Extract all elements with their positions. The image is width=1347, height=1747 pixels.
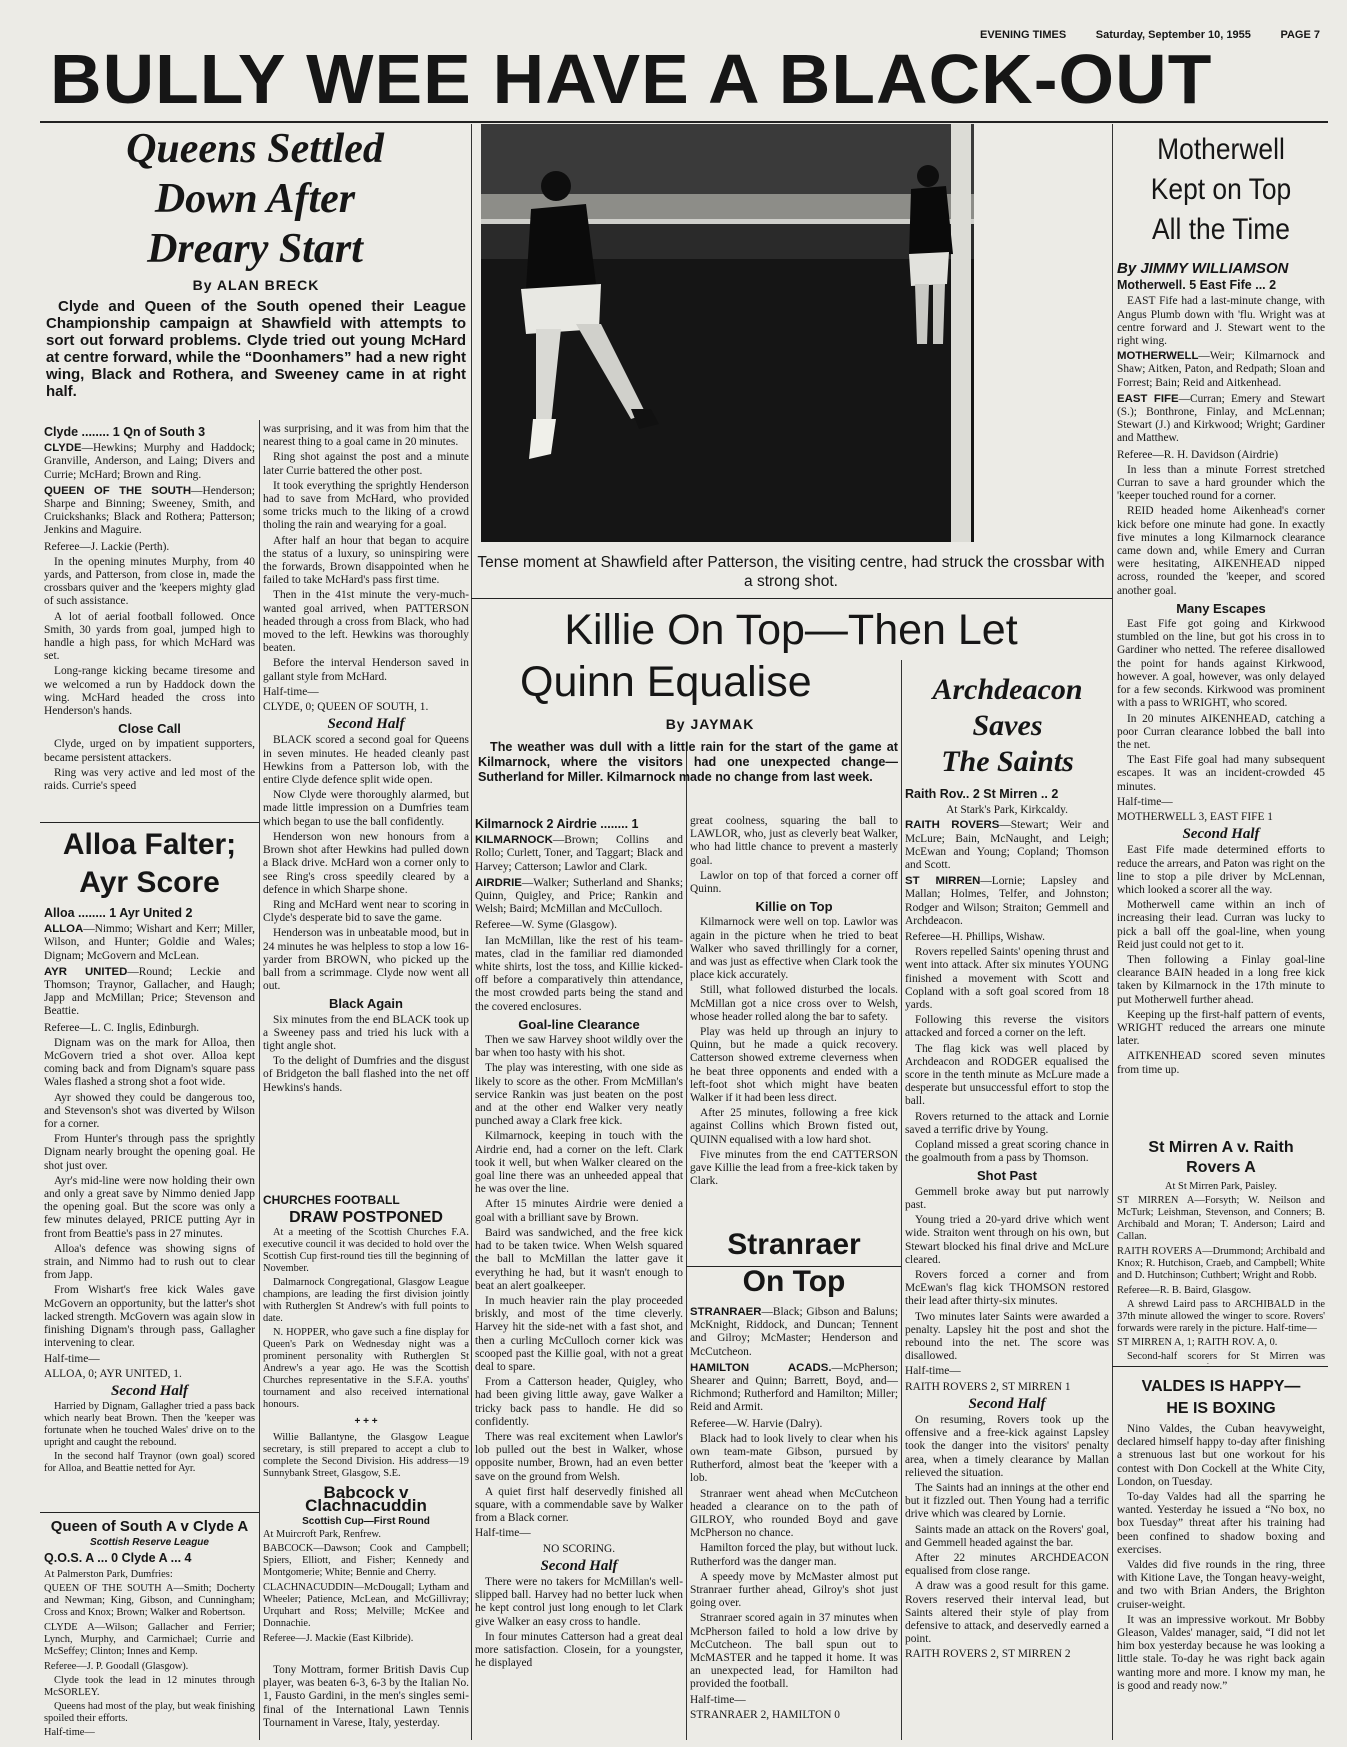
alloa-para: In the second half Traynor (own goal) scored for Alloa, and Beattie netted for Ayr. [44, 1451, 255, 1475]
motherwell-para: East Fife made determined efforts to reduce the arrears, and Paton was right on the line to stop a pile driver by McLennan, which looked a scorer all the way. [1117, 844, 1325, 896]
killie-para: Then we saw Harvey shoot wildly over the bar when too hasty with his shot. [475, 1034, 683, 1060]
churches-para: Dalmarnock Congregational, Glasgow League champions, are leading the first division jointly with Rutherglen St Andrew's with full points to date. [263, 1277, 469, 1325]
churches-para: At a meeting of the Scottish Churches F.A. executive council it was decided to hold over the Scottish Cup first-round ties till the beginning of November. [263, 1227, 469, 1275]
archdeacon-headline-line3: The Saints [941, 745, 1074, 778]
stranraer-para: A speedy move by McMaster almost put Stranraer further ahead, Gilroy's shot just going over. [690, 1570, 898, 1610]
churches-stars: + + + [354, 1416, 378, 1428]
motherwell-headline-line1: Motherwell [1157, 133, 1285, 166]
stranraer-team-stranraer: STRANRAER—Black; Gibson and Baluns; McKnight, Riddock, and Duncan; Tennent and Gilroy; McMaster; Henderson and McCutcheon. [690, 1306, 898, 1358]
stranraer-headline [690, 1226, 898, 1300]
motherwell-para: The East Fife goal had many subsequent escapes. It was an incident-crowded 45 minutes. [1117, 754, 1325, 793]
killie-para: From a Catterson header, Quigley, who had been giving little away, gave Walker a tricky back pass to handle. He did so confidently. [475, 1376, 683, 1428]
archdeacon-score: Raith Rov.. 2 St Mirren .. 2 [905, 788, 1059, 801]
killie-para: In four minutes Catterson had a great deal more satisfaction. Closein, for a youngster, he displayed [475, 1630, 683, 1670]
alloa-headline-line1: Alloa Falter; [62, 828, 237, 861]
motherwell-para: In less than a minute Forrest stretched Curran to save a hard grounder which the 'keeper touched round for a corner. [1117, 463, 1325, 503]
stranraer-team-hamilton: HAMILTON ACADS.—McPherson; Shearer and Quinn; Barrett, Boyd, and—Richmond; Rutherford and Hamilton; Miller; Reid and Armit. [690, 1361, 898, 1414]
archdeacon-halftime-label: Half-time— [905, 1365, 961, 1378]
babcock-headline: Babcock v Clachnacuddin [305, 1483, 427, 1516]
motherwell-subhead-many-escapes: Many Escapes [1176, 600, 1266, 616]
killie-score: Kilmarnock 2 Airdrie ........ 1 [475, 818, 639, 831]
motherwell-halftime: MOTHERWELL 3, EAST FIFE 1 [1117, 810, 1273, 823]
alloa-para: From Hunter's through pass the sprightly Dignam nearly brought the opening goal. He shot just over. [44, 1133, 255, 1172]
queens-para: Before the interval Henderson saved in gallant style from McHard. [263, 657, 469, 683]
motherwell-para: East Fife got going and Kirkwood stumbled on the line, but got his cross in to Gardiner who netted. The referee disallowed the point for hands against Kirkwood, however. A goal, however, was only delayed for a few seconds. Kirkwood was prominent with a pass to WRIGHT, who scored. [1117, 618, 1325, 710]
queens-column-2 [263, 423, 469, 1190]
column-rule [686, 745, 687, 1740]
qos-a-halftime [44, 1741, 255, 1742]
qos-a-referee: Referee—J. P. Goodall (Glasgow). [44, 1660, 189, 1672]
stranraer-para: Stranraer went ahead when McCutcheon headed a clearance on to the path of GILROY, who rounded Boyd and gave McPherson no chance. [690, 1487, 898, 1540]
folio-paper: EVENING TIMES [980, 29, 1067, 41]
stmirren-a-venue: At St Mirren Park, Paisley. [1165, 1181, 1277, 1192]
killie-para: great coolness, squaring the ball to LAWLOR, who, just as cleverly beat Walker, who had little chance to prevent a masterly goal. [690, 815, 898, 867]
alloa-para: Harried by Dignam, Gallagher tried a pass back which nearly beat Brown. Then the 'keeper was fortunate when he touched Wales' drive on to the upright and caught the rebound. [44, 1401, 255, 1449]
archdeacon-para: Copland missed a great scoring chance in the goalmouth from a pass by Thomson. [905, 1139, 1109, 1165]
archdeacon-para: After 22 minutes ARCHDEACON equalised from close range. [905, 1551, 1109, 1578]
babcock-team: CLACHNACUDDIN—McDougall; Lytham and Wheeler; Patience, McLean, and McGillivray; Urquhart and Ross; Melville; McKee and Donnachie. [263, 1581, 469, 1629]
queens-intro [46, 277, 466, 417]
alloa-referee: Referee—L. C. Inglis, Edinburgh. [44, 1021, 200, 1034]
archdeacon-team-st-mirren: ST MIRREN—Lornie; Lapsley and Mallan; Holmes, Telfer, and Johnston; Rodger and Wilson; Straiton; Gemmell and Archdeacon. [905, 875, 1109, 927]
valdes-headline-line2: HE IS BOXING [1166, 1400, 1276, 1417]
churches-para: N. HOPPER, who gave such a fine display for Queen's Park on Wednesday night was a prominent personality with Rutherglen St Andrew's a year ago. He was the Scottish Churches representative in the S.F.A. youths' tournament and also received international honours. [263, 1327, 469, 1411]
stranraer-para: Stranraer scored again in 37 minutes when McPherson failed to hold a low drive by McCutcheon. The ball spun out to McMASTER and he tapped it home. It was an unexpected lead, for Hamilton had provided the football. [690, 1612, 898, 1691]
archdeacon-subhead-second-half: Second Half [968, 1395, 1046, 1412]
alloa-headline [42, 826, 257, 902]
queens-subhead-black-again: Black Again [329, 996, 403, 1012]
killie-para: Kilmarnock, keeping in touch with the Airdrie end, had a corner on the left. Clark took it well, but when Walker cleared on the goal line there was an unheeded appeal that he was over the line. [475, 1130, 683, 1196]
queens-headline-line1: Queens Settled [126, 126, 384, 172]
queens-halftime: CLYDE, 0; QUEEN OF SOUTH, 1. [263, 701, 429, 714]
killie-subhead-second-half: Second Half [540, 1557, 618, 1574]
alloa-halftime: ALLOA, 0; AYR UNITED, 1. [44, 1367, 182, 1380]
queens-team-clyde: CLYDE—Hewkins; Murphy and Haddock; Granville, Anderson, and Laing; Divers and Currie; McHard; Brown and Ring. [44, 442, 255, 481]
qos-a-para: Queens had most of the play, but weak finishing spoiled their efforts. [44, 1700, 255, 1724]
motherwell-para: In 20 minutes AIKENHEAD, catching a poor Curran clearance lobbed the ball into the net. [1117, 712, 1325, 751]
tennis-para: Tony Mottram, former British Davis Cup player, was beaten 6-3, 6-3 by the Italian No. 1, Fausto Gardini, in the men's singles semi-final of the International Lawn Tennis Tournament in Varese, Italy, yesterday. [263, 1664, 469, 1729]
churches-column [263, 1190, 469, 1480]
stranraer-referee: Referee—W. Harvie (Dalry). [690, 1417, 823, 1430]
queens-para: Six minutes from the end BLACK took up a Sweeney pass and tried his luck with a tight angle shot. [263, 1013, 469, 1052]
archdeacon-referee: Referee—H. Phillips, Wishaw. [905, 931, 1046, 944]
killie-para: The play was interesting, with one side as likely to score as the other. From McMillan's service Rankin was just beaten on the post and at the other end Walker very neatly punched away a Clark free kick. [475, 1062, 683, 1128]
queens-subhead-close-call: Close Call [118, 721, 181, 737]
banner-headline: BULLY WEE HAVE A BLACK-OUT [50, 40, 1213, 118]
alloa-para: Ayr showed they could be dangerous too, and Stevenson's shot was diverted by Wilson for a corner. [44, 1091, 255, 1131]
stmirren-a-para: Second-half scorers for St Mirren was [1127, 1351, 1325, 1362]
archdeacon-para: Young tried a 20-yard drive which went wide. Straiton went through on his own, but Stewart blocked his final drive and McLure cleared. [905, 1214, 1109, 1266]
archdeacon-headline [905, 672, 1110, 780]
killie-para: Kilmarnock were well on top. Lawlor was again in the picture when he tried to beat Walker who saved thrillingly for a corner, and was just as effective when Clark took the place kick accurately. [690, 916, 898, 982]
column-rule [259, 420, 260, 1740]
queens-para: Henderson was in unbeatable mood, but in 24 minutes he was helpless to stop a low 16-yarder from BROWN, who picked up the ball from a scrimmage. Clyde now went all out. [263, 927, 469, 993]
killie-halftime-label: Half-time— [475, 1527, 531, 1540]
archdeacon-para: The flag kick was well placed by Archdeacon and RODGER equalised the score in the tenth minute as McLure made a desperate but unsuccessful effort to stop the ball. [905, 1042, 1109, 1108]
killie-para: Still, what followed disturbed the locals. McMillan got a nice cross over to Welsh, whose header rolled along the bar to safety. [690, 984, 898, 1023]
qos-a-headline: Queen of South A v Clyde A [50, 1518, 249, 1535]
archdeacon-para: Following this reverse the visitors attacked and forced a corner on the left. [905, 1014, 1109, 1040]
killie-para: Ian McMillan, like the rest of his team-mates, clad in the familiar red diamonded white shirts, lost the toss, and Killie kicked-off before a comparatively thin attendance, the most crowded parts being the stand and the covered enclosures. [475, 934, 683, 1013]
motherwell-lead: EAST Fife had a last-minute change, with Angus Plumb down with 'flu. Wright was at centre forward and J. Stewart went to the right wing. [1117, 295, 1325, 348]
killie-lead: The weather was dull with a little rain for the start of the game at Kilmarnock, where the visitors had one unexpected change—Sutherland for Miller. Kilmarnock made no change from last week. [478, 740, 898, 784]
stmirren-a-referee: Referee—R. B. Baird, Glasgow. [1117, 1285, 1252, 1296]
babcock-column [263, 1482, 469, 1662]
folio-date: Saturday, September 10, 1955 [1095, 29, 1251, 41]
qos-a-para: Clyde took the lead in 12 minutes through McSORLEY. [44, 1674, 255, 1698]
archdeacon-para: Rovers repelled Saints' opening thrust and went into attack. After six minutes YOUNG finished a movement with Scott and Copland with a soft goal scored from 18 yards. [905, 946, 1109, 1012]
alloa-headline-line2: Ayr Score [79, 866, 220, 899]
killie-column-1 [475, 815, 683, 1742]
stmirren-a-para: ST MIRREN A, 1; RAITH ROV. A, 0. [1117, 1337, 1278, 1348]
tennis-column [263, 1664, 469, 1742]
motherwell-team-east-fife: EAST FIFE—Curran; Emery and Stewart (S.); Bonthrone, Finlay, and McLennan; Stewart (J.) and Kirkwood; Wright; Gardiner and Matthew. [1117, 392, 1325, 445]
babcock-referee: Referee—J. Mackie (East Kilbride). [263, 1632, 414, 1644]
motherwell-para: Then following a Finlay goal-line clearance BAIN headed in a long free kick taken by Kilmarnock in the 17th minute to put Motherwell further ahead. [1117, 953, 1325, 1006]
alloa-team-ayr: AYR UNITED—Round; Leckie and Thomson; Traynor, Gallacher, and Haugh; Japp and McMillan; Price; Stevenson and Beattie. [44, 965, 255, 1018]
column-rule [1112, 124, 1113, 1740]
archdeacon-para: Gemmell broke away but put narrowly past. [905, 1185, 1109, 1211]
churches-para: Willie Ballantyne, the Glasgow League secretary, is still prepared to accept a club to complete the Second Division. His address—19 Sunnybank Street, Glasgow, S.E. [263, 1431, 469, 1479]
archdeacon-headline-line2: Saves [972, 709, 1043, 742]
stmirren-a-column [1117, 1134, 1325, 1364]
killie-referee: Referee—W. Syme (Glasgow). [475, 919, 617, 932]
alloa-para: Dignam was on the mark for Alloa, then McGovern tried a shot over. Alloa kept coming back and from Dignam's square pass Wales flashed a strong shot a foot wide. [44, 1036, 255, 1089]
queens-team-qos: QUEEN OF THE SOUTH—Henderson; Sharpe and Binning; Sweeney, Smith, and Cruickshanks; Black and Rothera; Patterson; Jenkins and Maguire. [44, 484, 255, 537]
section-rule [1112, 1366, 1328, 1367]
valdes-column [1117, 1372, 1325, 1742]
queens-para: BLACK scored a second goal for Queens in seven minutes. He headed cleanly past Hewkins from a Patterson lob, with the entire Clyde defence split wide open. [263, 734, 469, 787]
alloa-subhead-second-half: Second Half [110, 1382, 189, 1399]
qos-a-team: QUEEN OF THE SOUTH A—Smith; Docherty and Newman; King, Gibson, and Cunningham; Cross and Knox; Brown; Walker and Robertson. [44, 1582, 255, 1618]
qos-a-league: Scottish Reserve League [90, 1537, 209, 1549]
stranraer-para: Hamilton forced the play, but without luck. Rutherford was the danger man. [690, 1542, 898, 1568]
motherwell-headline-line3: All the Time [1152, 213, 1290, 246]
killie-para: In much heavier rain the play proceeded briskly, and most of the time cleverly. Harvey hit the side-net with a fast shot, and then a curling McCulloch corner kick was scooped past the Killie goal, with not a great deal to spare. [475, 1294, 683, 1373]
stmirren-a-headline [1117, 1138, 1325, 1178]
killie-para: Five minutes from the end CATTERSON gave Killie the lead from a free-kick taken by Clark. [690, 1148, 898, 1188]
valdes-para: Valdes did five rounds in the ring, three with Kitione Lave, the Tongan heavy-weight, and two with Brian Anders, the Brighton cruiser-weight. [1117, 1559, 1325, 1611]
stmirren-a-team: ST MIRREN A—Forsyth; W. Neilson and McTurk; Leishman, Stevenson, and Conners; B. Archibald and Moran; T. Anderson; Laird and Callan. [1117, 1195, 1325, 1242]
queens-para: Clyde, urged on by impatient supporters, became persistent attackers. [44, 738, 255, 764]
churches-headline: DRAW POSTPONED [289, 1209, 443, 1227]
killie-para: There was real excitement when Lawlor's lob pulled out the best in Walker, whose opposite number, Brown, had an even better save on the ground from Welsh. [475, 1430, 683, 1483]
queens-para: was surprising, and it was from him that the nearest thing to a goal came in 20 minutes. [263, 423, 469, 449]
column-rule [471, 124, 472, 1740]
killie-team-airdrie: AIRDRIE—Walker; Sutherland and Shanks; Quinn, Quigley, and Price; Rankin and Welsh; Baird; McMillan and McCulloch. [475, 876, 683, 916]
queens-para: It took everything the sprightly Henderson had to save from McHard, who provided some tricks much to the liking of a crowd tholing the rain and wearying for a goal. [263, 479, 469, 532]
motherwell-para: Keeping up the first-half pattern of events, WRIGHT reduced the arrears one minute later. [1117, 1008, 1325, 1048]
queens-para: A lot of aerial football followed. Once Smith, 30 yards from goal, jumped high to handle a high pass, for which McHard was set. [44, 610, 255, 663]
killie-halftime: NO SCORING. [542, 1542, 616, 1555]
qos-a-column [44, 1516, 255, 1742]
section-rule [471, 598, 1112, 599]
stranraer-halftime-label: Half-time— [690, 1693, 746, 1706]
archdeacon-para: On resuming, Rovers took up the offensive and a free-kick against Lapsley took the danger into the visitors' penalty area, when a timely clearance by Mallan relieved the situation. [905, 1413, 1109, 1479]
killie-para: A quiet first half deservedly finished all square, with a commendable save by Walker from a Black corner. [475, 1485, 683, 1525]
archdeacon-venue: At Stark's Park, Kirkcaldy. [946, 804, 1068, 817]
qos-a-score: Q.O.S. A ... 0 Clyde A ... 4 [44, 1552, 192, 1566]
killie-para: Lawlor on top of that forced a corner off Quinn. [690, 869, 898, 896]
section-rule [40, 822, 259, 823]
motherwell-team-motherwell: MOTHERWELL—Weir; Kilmarnock and Shaw; Aitken, Paton, and Redpath; Sloan and Forrest; Bain; Reid and Aitkenhead. [1117, 350, 1325, 389]
motherwell-para: Motherwell came within an inch of increasing their lead. Curran was lucky to pick a ball off the goal-line, when young Reid just could not get to it. [1117, 899, 1325, 951]
alloa-para: From Wishart's free kick Wales gave McGovern an opportunity, but the latter's shot lacked strength. McGovern was again slow in finishing Dignam's through pass, Gallagher intervening to clear. [44, 1284, 255, 1350]
killie-byline: By JAYMAK [665, 716, 755, 732]
queens-score: Clyde ........ 1 Qn of South 3 [44, 426, 206, 439]
motherwell-para: AITKENHEAD scored seven minutes from time up. [1117, 1050, 1325, 1076]
valdes-headline-line1: VALDES IS HAPPY— [1141, 1378, 1301, 1395]
motherwell-byline: By JIMMY WILLIAMSON [1117, 260, 1289, 277]
queens-para: Henderson won new honours from a Brown shot after Hewkins had pulled down a Black drive. McHard won a corner only to see Ring's cross speedily cleared by a defence in which Sharpe shone. [263, 830, 469, 896]
killie-headline-line2: Quinn Equalise [520, 658, 812, 706]
queens-byline: By ALAN BRECK [192, 277, 320, 293]
killie-subhead-killie-on-top: Killie on Top [755, 899, 833, 915]
killie-subhead-goal-line: Goal-line Clearance [518, 1016, 640, 1032]
motherwell-para: REID headed home Aikenhead's corner kick before one minute had gone. In exactly five minutes a long Kilmarnock clearance came down and, while Emery and Curran were hesitating, AIKENHEAD nipped across, rounded the 'keeper, and scored another goal. [1117, 505, 1325, 597]
motherwell-subhead-second-half: Second Half [1182, 826, 1260, 843]
qos-a-team: CLYDE A—Wilson; Gallacher and Ferrier; Lynch, Murphy, and Carmichael; Currie and McSeffey; Clinton; Innes and Kemp. [44, 1621, 255, 1657]
queens-headline-line3: Dreary Start [147, 226, 363, 272]
queens-para: In the opening minutes Murphy, from 40 yards, and Patterson, from close in, made the crossbars quiver and the 'keepers mighty glad of such assistance. [44, 555, 255, 608]
killie-headline-line1: Killie On Top—Then Let [564, 606, 1018, 654]
motherwell-headline [1129, 130, 1314, 250]
queens-halftime-label: Half-time— [263, 685, 319, 698]
alloa-team-alloa: ALLOA—Nimmo; Wishart and Kerr; Miller, Wilson, and Hunter; Goldie and Wales; Dignam; McGovern and McLean. [44, 923, 255, 962]
stmirren-a-headline-line2: Rovers A [1186, 1159, 1256, 1176]
archdeacon-team-raith: RAITH ROVERS—Stewart; Weir and McLure; Bain, McNaught, and Leigh; McEwan and Young; Copland; Thomson and Scott. [905, 819, 1109, 872]
valdes-para: It was an impressive workout. Mr Bobby Gleason, Valdes' manager, said, “I did not let him box yesterday because he was looking a little stale. To-day he was right back again wanting more and more. I know my man, he is good and ready now.” [1117, 1613, 1325, 1692]
babcock-venue: At Muircroft Park, Renfrew. [263, 1528, 381, 1540]
alloa-column [44, 904, 255, 1510]
section-rule [40, 1512, 259, 1513]
valdes-para: Nino Valdes, the Cuban heavyweight, declared himself happy to-day after finishing a strenuous last but one workout for his contest with Don Cockell at the White City, London, on Tuesday. [1117, 1423, 1325, 1488]
killie-para: After 25 minutes, following a free kick against Collins which Brown fisted out, QUINN equalised with a low hard shot. [690, 1107, 898, 1146]
photo-caption: Tense moment at Shawfield after Patterson, the visiting centre, had struck the crossbar with a strong shot. [477, 554, 1105, 590]
match-photo-image [481, 124, 974, 542]
motherwell-headline-line2: Kept on Top [1150, 173, 1292, 206]
killie-para: There were no takers for McMillan's well-slipped ball. Harvey had no better luck when he kept control just long enough to let Clark give Walker an easy cross to handle. [475, 1575, 683, 1628]
babcock-team: BABCOCK—Dawson; Cook and Campbell; Spiers, Elliott, and Fisher; Kennedy and Montgomerie; White; Bennie and Cherry. [263, 1542, 469, 1578]
stranraer-para: Black had to look lively to clear when his own team-mate Gibson, pursued by Rutherford, almost beat the 'keeper with a lob. [690, 1432, 898, 1485]
queens-lead: Clyde and Queen of the South opened their League Championship campaign at Shawfield with attempts to sort out forward problems. Clyde tried out young McHard at centre forward, while the “Doonhamers” had a new right wing, Black and Rothera, and Sweeney came in at right half. [46, 298, 466, 401]
archdeacon-para: Rovers forced a corner and from McEwan's flag kick THOMSON restored their lead after thirty-six minutes. [905, 1268, 1109, 1308]
archdeacon-final: RAITH ROVERS 2, ST MIRREN 2 [905, 1648, 1071, 1661]
queens-para: To the delight of Dumfries and the disgust of Bridgeton the ball flashed into the net off Hewkins's hands. [263, 1055, 469, 1094]
stmirren-a-para: A shrewd Laird pass to ARCHIBALD in the 37th minute allowed the winger to score. Rovers' forwards were rarely in the picture. Half-time— [1117, 1299, 1325, 1334]
motherwell-score: Motherwell. 5 East Fife ... 2 [1117, 279, 1277, 293]
queens-para: Ring was very active and led most of the raids. Currie's speed [44, 766, 255, 793]
archdeacon-headline-line1: Archdeacon [932, 673, 1083, 706]
alloa-para: Alloa's defence was showing signs of strain, and Nimmo had to rush out to clear from Japp. [44, 1242, 255, 1282]
queens-referee: Referee—J. Lackie (Perth). [44, 540, 170, 553]
stmirren-a-headline-line1: St Mirren A v. Raith [1148, 1139, 1294, 1156]
killie-para: Baird was sandwiched, and the free kick had to be taken twice. When Welsh squared the ball to McMillan the latter gave it everything he had, but it wasn't enough to beat an alert goalkeeper. [475, 1226, 683, 1292]
alloa-halftime-label: Half-time— [44, 1352, 100, 1365]
stranraer-headline-line2: On Top [742, 1265, 846, 1298]
killie-column-2 [690, 815, 898, 1265]
queens-subhead-second-half: Second Half [327, 716, 405, 733]
archdeacon-para: The Saints had an innings at the other end but it fizzled out. Then Young had a terrific drive which was cleared by Lornie. [905, 1481, 1109, 1521]
qos-a-venue: At Palmerston Park, Dumfries: [44, 1568, 173, 1580]
queens-para: After half an hour that began to acquire the status of a luxury, so uninspiring were the forwards, Brown disappointed when he failed to take McHard's pass first time. [263, 534, 469, 587]
archdeacon-halftime: RAITH ROVERS 2, ST MIRREN 1 [905, 1380, 1071, 1393]
alloa-para: Ayr's mid-line were now holding their own and only a great save by Nimmo denied Japp the opening goal. But the score was only a few minutes delayed, PRICE putting Ayr in front from Beattie's pass in 27 minutes. [44, 1174, 255, 1240]
stranraer-headline-line1: Stranraer [727, 1228, 861, 1261]
folio-page: PAGE 7 [1280, 29, 1320, 41]
queens-para: Long-range kicking became tiresome and we welcomed a run by Haddock down the wing. McHard headed the cross into Henderson's hands. [44, 665, 255, 718]
archdeacon-para: Saints made an attack on the Rovers' goal, and Gemmell headed against the bar. [905, 1523, 1109, 1549]
babcock-sub: Scottish Cup—First Round [302, 1516, 430, 1528]
killie-para: Play was held up through an injury to Quinn, but he made a quick recovery. Catterson showed extreme cleverness when he beat three opponents and ended with a left-foot shot which might have beaten Walker if it had been less direct. [690, 1026, 898, 1105]
killie-team-kilmarnock: KILMARNOCK—Brown; Collins and Rollo; Curlett, Toner, and Taggart; Black and Harvey; Catterson; Lawlor and Clark. [475, 834, 683, 873]
killie-para: After 15 minutes Airdrie were denied a goal with a brilliant save by Brown. [475, 1198, 683, 1224]
alloa-score: Alloa ........ 1 Ayr United 2 [44, 907, 193, 920]
archdeacon-para: A draw was a good result for this game. Rovers reserved their interval lead, but Saints altered their style of play from defensive to attack, and deservedly earned a point. [905, 1580, 1109, 1646]
valdes-para: To-day Valdes had all the sparring he wanted. Yesterday he issued a “No box, no box Tuesday” threat after his training had been confined to shadow boxing and exercises. [1117, 1491, 1325, 1556]
archdeacon-column [905, 785, 1109, 1742]
archdeacon-para: Rovers returned to the attack and Lornie saved a terrific drive by Young. [905, 1110, 1109, 1136]
banner-rule [40, 121, 1328, 123]
motherwell-referee: Referee—R. H. Davidson (Airdrie) [1117, 448, 1278, 461]
match-photo [481, 124, 974, 542]
column-rule [901, 660, 902, 1740]
stranraer-halftime: STRANRAER 2, HAMILTON 0 [690, 1708, 840, 1721]
stranraer-column [690, 1306, 898, 1742]
queens-para: Ring and McHard went near to scoring in Clyde's desperate bid to save the game. [263, 898, 469, 925]
queens-para: Now Clyde were thoroughly alarmed, but made little impression on a Dumfries team which began to use the ball confidently. [263, 789, 469, 828]
queens-para: Ring shot against the post and a minute later Currie battered the other post. [263, 451, 469, 477]
stmirren-a-team: RAITH ROVERS A—Drummond; Archibald and Knox; R. Hutchison, Craeb, and Campbell; White and D. Hutchinson; Cuthbert; Wright and Robb. [1117, 1246, 1325, 1281]
valdes-headline [1117, 1376, 1325, 1420]
queens-column-1 [44, 423, 255, 821]
churches-head: CHURCHES FOOTBALL [263, 1193, 400, 1207]
queens-headline-line2: Down After [154, 176, 356, 222]
qos-a-halftime-label: Half-time— [44, 1726, 95, 1738]
motherwell-halftime-label: Half-time— [1117, 795, 1173, 808]
archdeacon-para: Two minutes later Saints were awarded a penalty. Lapsley hit the post and shot the rebound into the net. The score was disallowed. [905, 1310, 1109, 1363]
archdeacon-subhead-shot-past: Shot Past [977, 1168, 1037, 1184]
queens-para: Then in the 41st minute the very-much-wanted goal arrived, when PATTERSON headed through a cross from Black, who had moved to the left. Hewkins was thoroughly beaten. [263, 589, 469, 655]
queens-headline [40, 124, 470, 274]
